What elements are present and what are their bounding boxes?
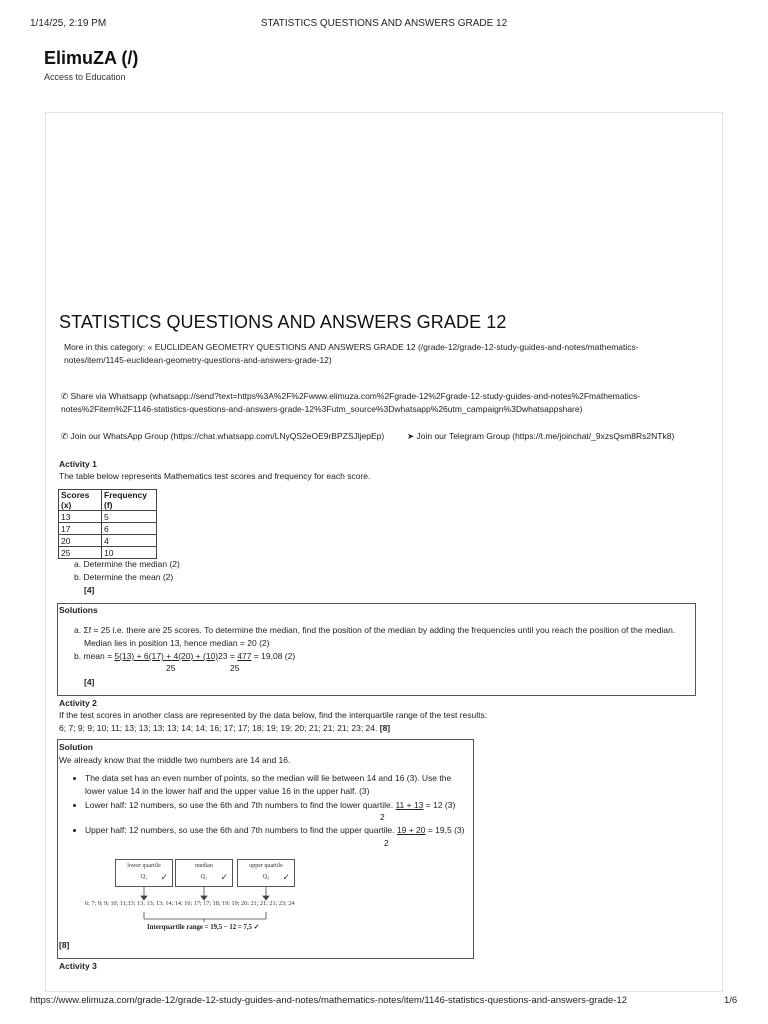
solution-2-list-2 — [63, 824, 475, 839]
interquartile-range-result: Interquartile range = 19,5 − 12 = 7,5 ✓ — [147, 924, 260, 931]
print-doc-title: STATISTICS QUESTIONS AND ANSWERS GRADE 12 — [260, 18, 508, 29]
more-in-category-line-1: More in this category: « EUCLIDEAN GEOMETRY QUESTIONS AND ANSWERS GRADE 12 (/grade-12/grade-12-study-guides-and-notes/mathematics- — [64, 342, 639, 352]
solution-1a-line-2: Median lies in position 13, hence median = 20 (2) — [84, 637, 270, 648]
join-telegram-text: Join our Telegram Group (https://t.me/joinchat/_9xzsQsm8Rs2NTk8) — [416, 431, 675, 441]
solution-1a-line-1: a. Σf = 25 i.e. there are 25 scores. To determine the median, find the position of the median by adding the frequencies until you reach the position of the median. — [74, 625, 676, 635]
lower-quartile-denominator: 2 — [380, 812, 385, 822]
upper-quartile-numerator: 19 + 20 — [396, 825, 426, 835]
solutions-1-marks: [4] — [84, 677, 95, 687]
solutions-1-heading: Solutions — [59, 605, 98, 615]
lower-quartile-box: lower quartile Q₁ ✓ — [115, 859, 173, 887]
activity-2-data — [59, 722, 390, 735]
telegram-icon: ➤ — [407, 431, 415, 441]
upper-quartile-denominator: 2 — [384, 838, 389, 848]
join-whatsapp-text: Join our WhatsApp Group (https://chat.whatsapp.com/LNyQS2eOE9rBPZSJljepEp) — [70, 431, 385, 441]
check-icon: ✓ — [220, 872, 228, 882]
table-row: 20 4 — [59, 535, 157, 547]
solution-2-list — [63, 772, 473, 814]
list-item: • Upper half: 12 numbers, so use the 6th and 7th numbers to find the upper quartile. 19 + 20 = 19,5 (3) — [85, 824, 475, 837]
check-icon: ✓ — [160, 872, 168, 882]
frequency-table — [58, 489, 157, 559]
activity-2-heading: Activity 2 — [59, 698, 97, 708]
list-item: • Lower half: 12 numbers, so use the 6th and 7th numbers to find the lower quartile. 11 + 13 = 12 (3) — [85, 799, 473, 812]
more-in-category-link[interactable] — [64, 341, 639, 366]
ordered-data-row: 6; 7; 9; 9; 10; 11;13; 13; 13; 13; 14; 14; 16; 17; 17; 18; 19; 19; 20; 21; 21; 21; 23; 24 — [85, 900, 295, 907]
whatsapp-icon: ✆ — [61, 391, 69, 401]
activity-3-heading: Activity 3 — [59, 961, 97, 971]
site-title-link[interactable]: ElimuZA (/) — [44, 48, 139, 68]
share-whatsapp-line-2: notes%2Fitem%2F1146-statistics-questions-and-answers-grade-12%3Futm_source%3Dwhatsapp%26utm_campaign%3Dwhatsappshare) — [61, 403, 583, 414]
print-datetime: 1/14/25, 2:19 PM — [30, 18, 107, 29]
mean-denominator-1: 25 — [166, 663, 176, 673]
quartile-diagram — [85, 856, 445, 936]
mean-numerator: 5(13) + 6(17) + 4(20) + (10) — [114, 651, 219, 661]
more-in-category-line-2: notes/item/1145-euclidean-geometry-questions-and-answers-grade-12) — [64, 354, 332, 365]
join-telegram-link[interactable] — [407, 430, 674, 443]
solution-2-heading: Solution — [59, 742, 93, 752]
solution-1a — [74, 624, 694, 649]
table-header-frequency: Frequency (f) — [102, 490, 157, 511]
activity-1-question-a: a. Determine the median (2) — [74, 559, 180, 569]
table-header-scores: Scores (x) — [59, 490, 102, 511]
solution-1b: b. mean = 5(13) + 6(17) + 4(20) + (10)23 = 477 = 19,08 (2) — [74, 651, 296, 661]
activity-1-marks: [4] — [84, 585, 95, 595]
mean-denominator-2: 25 — [230, 663, 240, 673]
activity-2-marks: [8] — [379, 723, 391, 733]
page-title: STATISTICS QUESTIONS AND ANSWERS GRADE 12 — [59, 312, 507, 332]
join-whatsapp-link[interactable] — [61, 430, 384, 443]
lower-quartile-numerator: 11 + 13 — [395, 800, 424, 810]
table-row: 13 5 — [59, 511, 157, 523]
table-row: 25 10 — [59, 547, 157, 559]
activity-2-data-values: 6; 7; 9; 9; 10; 11; 13; 13; 13; 13; 14; 14; 16; 17; 17; 18; 19; 19; 20; 21; 21; 21; 23; 24. — [59, 723, 378, 733]
site-tagline: Access to Education — [44, 72, 126, 82]
table-row: 17 6 — [59, 523, 157, 535]
median-box: median Q₂ ✓ — [175, 859, 233, 887]
share-whatsapp-link[interactable] — [61, 390, 640, 415]
share-whatsapp-line-1: Share via Whatsapp (whatsapp://send?text=https%3A%2F%2Fwww.elimuza.com%2Fgrade-12%2Fgrade-12-study-guides-and-notes%2Fmathematics- — [70, 391, 641, 401]
activity-2-intro: If the test scores in another class are represented by the data below, find the interquartile range of the test results: — [59, 710, 488, 720]
activity-1-question-b: b. Determine the mean (2) — [74, 572, 174, 582]
upper-quartile-box: upper quartile Q₃ ✓ — [237, 859, 295, 887]
activity-1-intro: The table below represents Mathematics test scores and frequency for each score. — [59, 471, 371, 481]
whatsapp-icon: ✆ — [61, 431, 69, 441]
activity-1-heading: Activity 1 — [59, 459, 97, 469]
print-url: https://www.elimuza.com/grade-12/grade-12-study-guides-and-notes/mathematics-notes/item/1146-statistics-questions-and-answers-grade-12 — [30, 995, 628, 1006]
list-item: • The data set has an even number of points, so the median will lie between 14 and 16 (3). Use the lower value 14 in the lower half and the upper value 16 in the upper half. (3) — [85, 772, 473, 797]
solution-2-marks: [8] — [59, 940, 70, 950]
mean-sum: 477 — [237, 651, 252, 661]
print-page-number: 1/6 — [724, 995, 738, 1006]
diagram-arrows — [85, 856, 445, 936]
solution-2-intro: We already know that the middle two numbers are 14 and 16. — [59, 755, 291, 765]
check-icon: ✓ — [282, 872, 290, 882]
